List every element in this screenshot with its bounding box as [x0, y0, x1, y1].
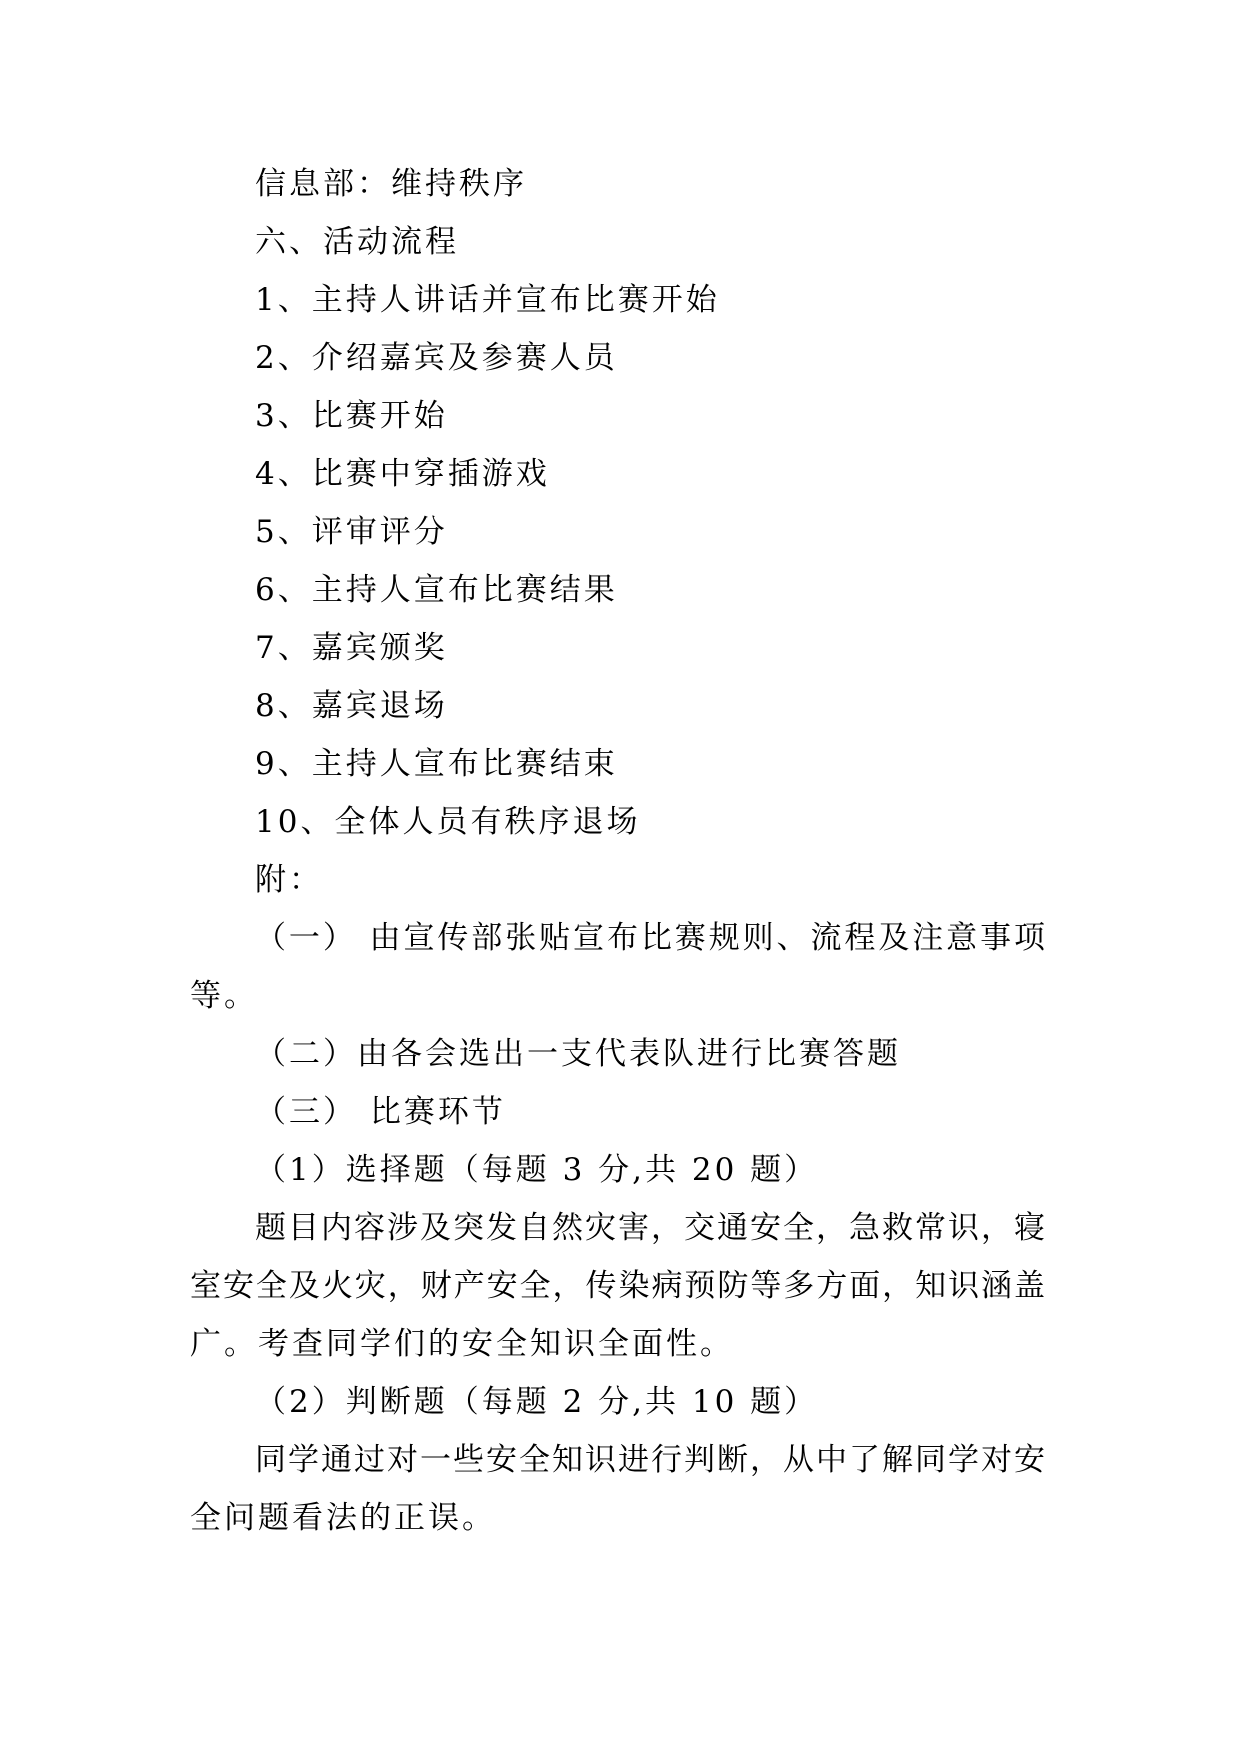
appendix-item-2: （二）由各会选出一支代表队进行比赛答题: [255, 1036, 901, 1072]
appendix-item-1: [255, 918, 1045, 958]
staff-duty-line: 信息部：维持秩序: [255, 166, 527, 202]
process-step-2: 2、介绍嘉宾及参赛人员: [255, 340, 618, 376]
choice-description-line-1-text: 题目内容涉及突发自然灾害，交通安全，急救常识，寝: [255, 1210, 1045, 1246]
process-step-8: 8、嘉宾退场: [255, 688, 448, 724]
appendix-item-1-continuation: 等。: [190, 978, 258, 1014]
choice-description-line-1: [255, 1208, 1045, 1248]
process-step-9: 9、主持人宣布比赛结束: [255, 746, 618, 782]
judgement-description-line-2: 全问题看法的正误。: [190, 1500, 496, 1536]
section-heading-process: 六、活动流程: [255, 224, 459, 260]
question-type-judgement: （2）判断题（每题 2 分,共 10 题）: [255, 1384, 819, 1420]
choice-description-line-2-text: 室安全及火灾，财产安全，传染病预防等多方面，知识涵盖: [190, 1268, 1045, 1304]
appendix-item-3: （三） 比赛环节: [255, 1094, 506, 1130]
process-step-3: 3、比赛开始: [255, 398, 448, 434]
process-step-6: 6、主持人宣布比赛结果: [255, 572, 618, 608]
question-type-choice: （1）选择题（每题 3 分,共 20 题）: [255, 1152, 819, 1188]
process-step-1: 1、主持人讲话并宣布比赛开始: [255, 282, 720, 318]
choice-description-line-3: 广。考查同学们的安全知识全面性。: [190, 1326, 734, 1362]
process-step-10: 10、全体人员有秩序退场: [255, 804, 641, 840]
process-step-4: 4、比赛中穿插游戏: [255, 456, 550, 492]
process-step-7: 7、嘉宾颁奖: [255, 630, 448, 666]
appendix-item-1-text: （一） 由宣传部张贴宣布比赛规则、流程及注意事项: [255, 920, 1045, 956]
judgement-description-line-1: [255, 1440, 1045, 1480]
judgement-description-line-1-text: 同学通过对一些安全知识进行判断，从中了解同学对安: [255, 1442, 1045, 1478]
appendix-label: 附：: [255, 862, 323, 898]
choice-description-line-2: [190, 1266, 1045, 1306]
process-step-5: 5、评审评分: [255, 514, 448, 550]
